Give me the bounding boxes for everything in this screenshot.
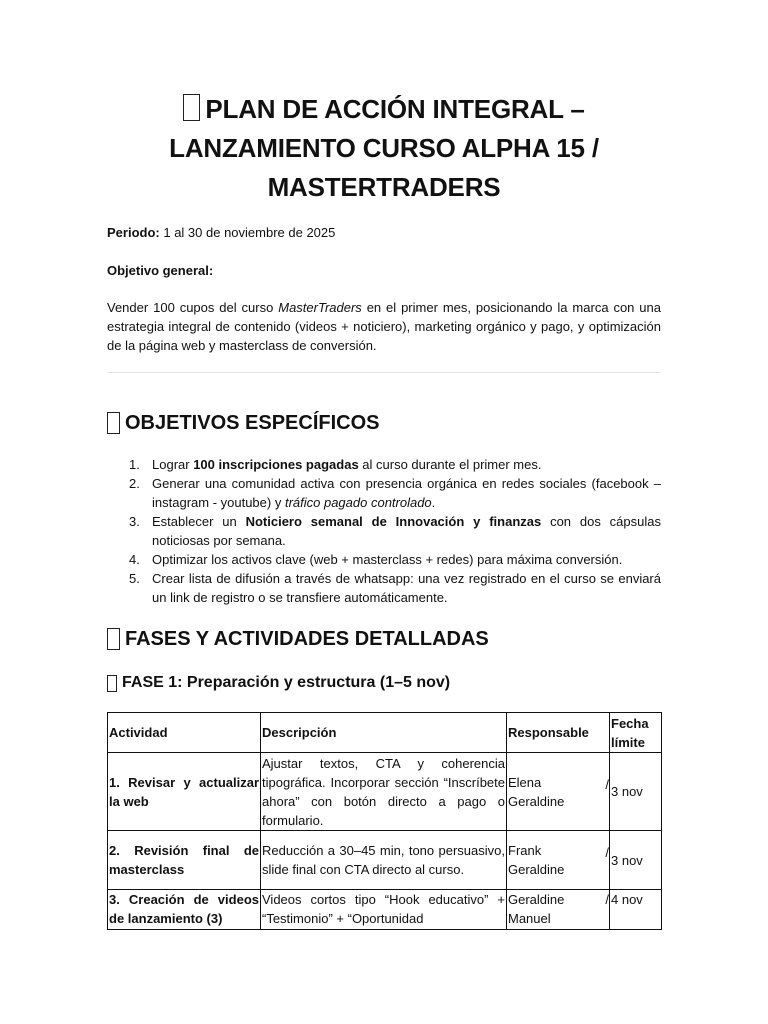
table-row — [108, 831, 662, 890]
column-header-fecha: Fecha límite — [610, 713, 662, 753]
cell-descripcion: Reducción a 30–45 min, tono persuasivo, slide final con CTA directo al curso. — [261, 831, 507, 890]
objetivos-heading: OBJETIVOS ESPECÍFICOS — [107, 410, 380, 436]
cell-actividad: 1. Revisar y actualizar la web — [108, 753, 261, 831]
periodo-label: Periodo: — [107, 225, 160, 240]
table-header-row — [108, 713, 662, 753]
column-header-descripcion: Descripción — [261, 713, 507, 753]
cell-descripcion: Ajustar textos, CTA y coherencia tipográfica. Incorporar sección “Inscríbete ahora” con botón directo a pago o formulario. — [261, 753, 507, 831]
list-item: 2. Generar una comunidad activa con presencia orgánica en redes sociales (facebook – instagram - youtube) y tráfico pagado controlado. — [129, 476, 661, 510]
periodo-line — [107, 223, 335, 242]
cell-responsable: / Geraldine Manuel — [507, 890, 610, 930]
fases-heading: FASES Y ACTIVIDADES DETALLADAS — [107, 626, 489, 652]
missing-glyph-icon — [183, 94, 200, 121]
missing-glyph-icon — [107, 628, 120, 650]
cell-fecha: 3 nov — [610, 753, 662, 831]
fase1-heading: FASE 1: Preparación y estructura (1–5 nov) — [107, 672, 450, 694]
periodo-value: 1 al 30 de noviembre de 2025 — [163, 225, 336, 240]
list-item: 4. Optimizar los activos clave (web + masterclass + redes) para máxima conversión. — [129, 552, 623, 567]
cell-actividad: 2. Revisión final de masterclass — [108, 831, 261, 890]
cell-actividad: 3. Creación de videos de lanzamiento (3) — [108, 890, 261, 930]
list-item: 3. Establecer un Noticiero semanal de Innovación y finanzas con dos cápsulas noticiosas por semana. — [129, 514, 661, 548]
cell-responsable: / Frank Geraldine — [507, 831, 610, 890]
list-item: 1. Lograr 100 inscripciones pagadas al curso durante el primer mes. — [129, 457, 542, 472]
objetivo-general-text: Vender 100 cupos del curso MasterTraders en el primer mes, posicionando la marca con una estrategia integral de contenido (videos + noticiero), marketing orgánico y pago, y optimización de la página web y masterclass de conversión. — [107, 300, 662, 353]
cell-fecha: 3 nov — [610, 831, 662, 890]
column-header-responsable: Responsable — [507, 713, 610, 753]
fase1-table — [107, 712, 662, 930]
cell-descripcion: Videos cortos tipo “Hook educativo” + “Testimonio” + “Oportunidad — [261, 890, 507, 930]
missing-glyph-icon — [107, 412, 120, 434]
table-row — [108, 753, 662, 831]
cell-responsable: / Elena Geraldine — [507, 753, 610, 831]
section-divider — [107, 372, 661, 373]
table-row — [108, 890, 662, 930]
cell-fecha: 4 nov — [610, 890, 662, 930]
objetivos-list — [107, 455, 661, 607]
missing-glyph-icon — [107, 675, 117, 692]
list-item: 5. Crear lista de difusión a través de whatsapp: una vez registrado en el curso se enviará un link de registro o se transfiere automáticamente. — [129, 571, 661, 605]
objetivo-general-label: Objetivo general: — [107, 263, 214, 278]
document-title: PLAN DE ACCIÓN INTEGRAL – LANZAMIENTO CURSO ALPHA 15 / MASTERTRADERS — [169, 94, 599, 202]
column-header-actividad: Actividad — [108, 713, 261, 753]
